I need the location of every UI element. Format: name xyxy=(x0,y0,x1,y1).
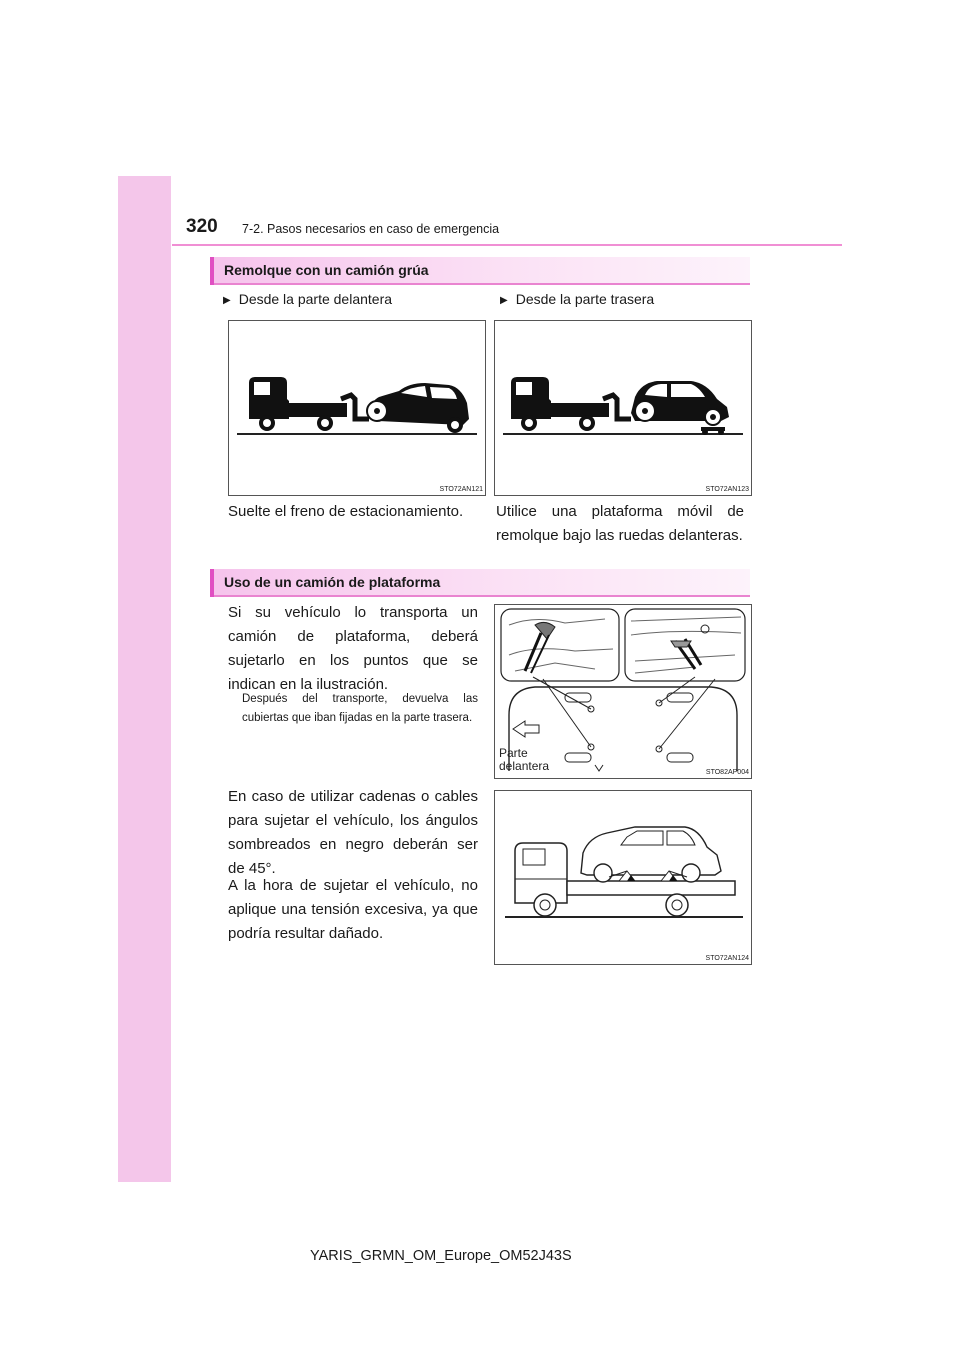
caption-front: Suelte el freno de estacionamiento. xyxy=(228,503,464,520)
chapter-title: 7-2. Pasos necesarios en caso de emergencia xyxy=(242,222,500,236)
figure-tie-down-points xyxy=(494,604,752,779)
triangle-bullet-icon: ▶ xyxy=(223,295,231,306)
label-rear: ▶ Desde la parte trasera xyxy=(500,291,655,307)
paragraph-flatbed-intro: Si su vehículo lo transporta un camión de plataforma, deberá sujetarlo en los puntos que se indican en la ilustración. xyxy=(228,604,478,693)
page-number: 320 xyxy=(186,216,218,237)
front-label: Parte delantera xyxy=(499,746,550,773)
section-title: Remolque con un camión grúa xyxy=(224,262,429,278)
figure-tow-rear xyxy=(494,320,752,496)
note-covers: Después del transporte, devuelva las cubiertas que iban fijadas en la parte trasera. xyxy=(242,693,478,724)
header-rule xyxy=(172,244,842,246)
figure-code: STO72AN121 xyxy=(439,486,483,493)
section-title: Uso de un camión de plataforma xyxy=(224,574,441,590)
section-heading-flatbed xyxy=(210,569,750,597)
figure-tow-front xyxy=(228,320,486,496)
tow-truck-front-illustration xyxy=(229,321,485,495)
footer-document-id: YARIS_GRMN_OM_Europe_OM52J43S xyxy=(310,1248,572,1264)
caption-rear: Utilice una plataforma móvil de remolque bajo las ruedas delanteras. xyxy=(496,503,744,544)
section-heading-tow-truck xyxy=(210,257,750,285)
label-front: ▶ Desde la parte delantera xyxy=(223,291,393,307)
tow-truck-rear-illustration xyxy=(495,321,751,495)
figure-code: STO72AN124 xyxy=(705,955,749,962)
flatbed-truck-illustration xyxy=(495,791,751,964)
triangle-bullet-icon: ▶ xyxy=(500,295,508,306)
figure-code: STO72AN123 xyxy=(705,486,749,493)
figure-flatbed-truck xyxy=(494,790,752,965)
figure-code: STO82AP004 xyxy=(705,769,749,776)
paragraph-tension: A la hora de sujetar el vehículo, no aplique una tensión excesiva, ya que podría resultar dañado. xyxy=(228,877,478,942)
paragraph-chains-angle: En caso de utilizar cadenas o cables para sujetar el vehículo, los ángulos sombreados en negro deberán ser de 45°. xyxy=(228,788,478,877)
sidebar-tab xyxy=(118,176,171,1182)
